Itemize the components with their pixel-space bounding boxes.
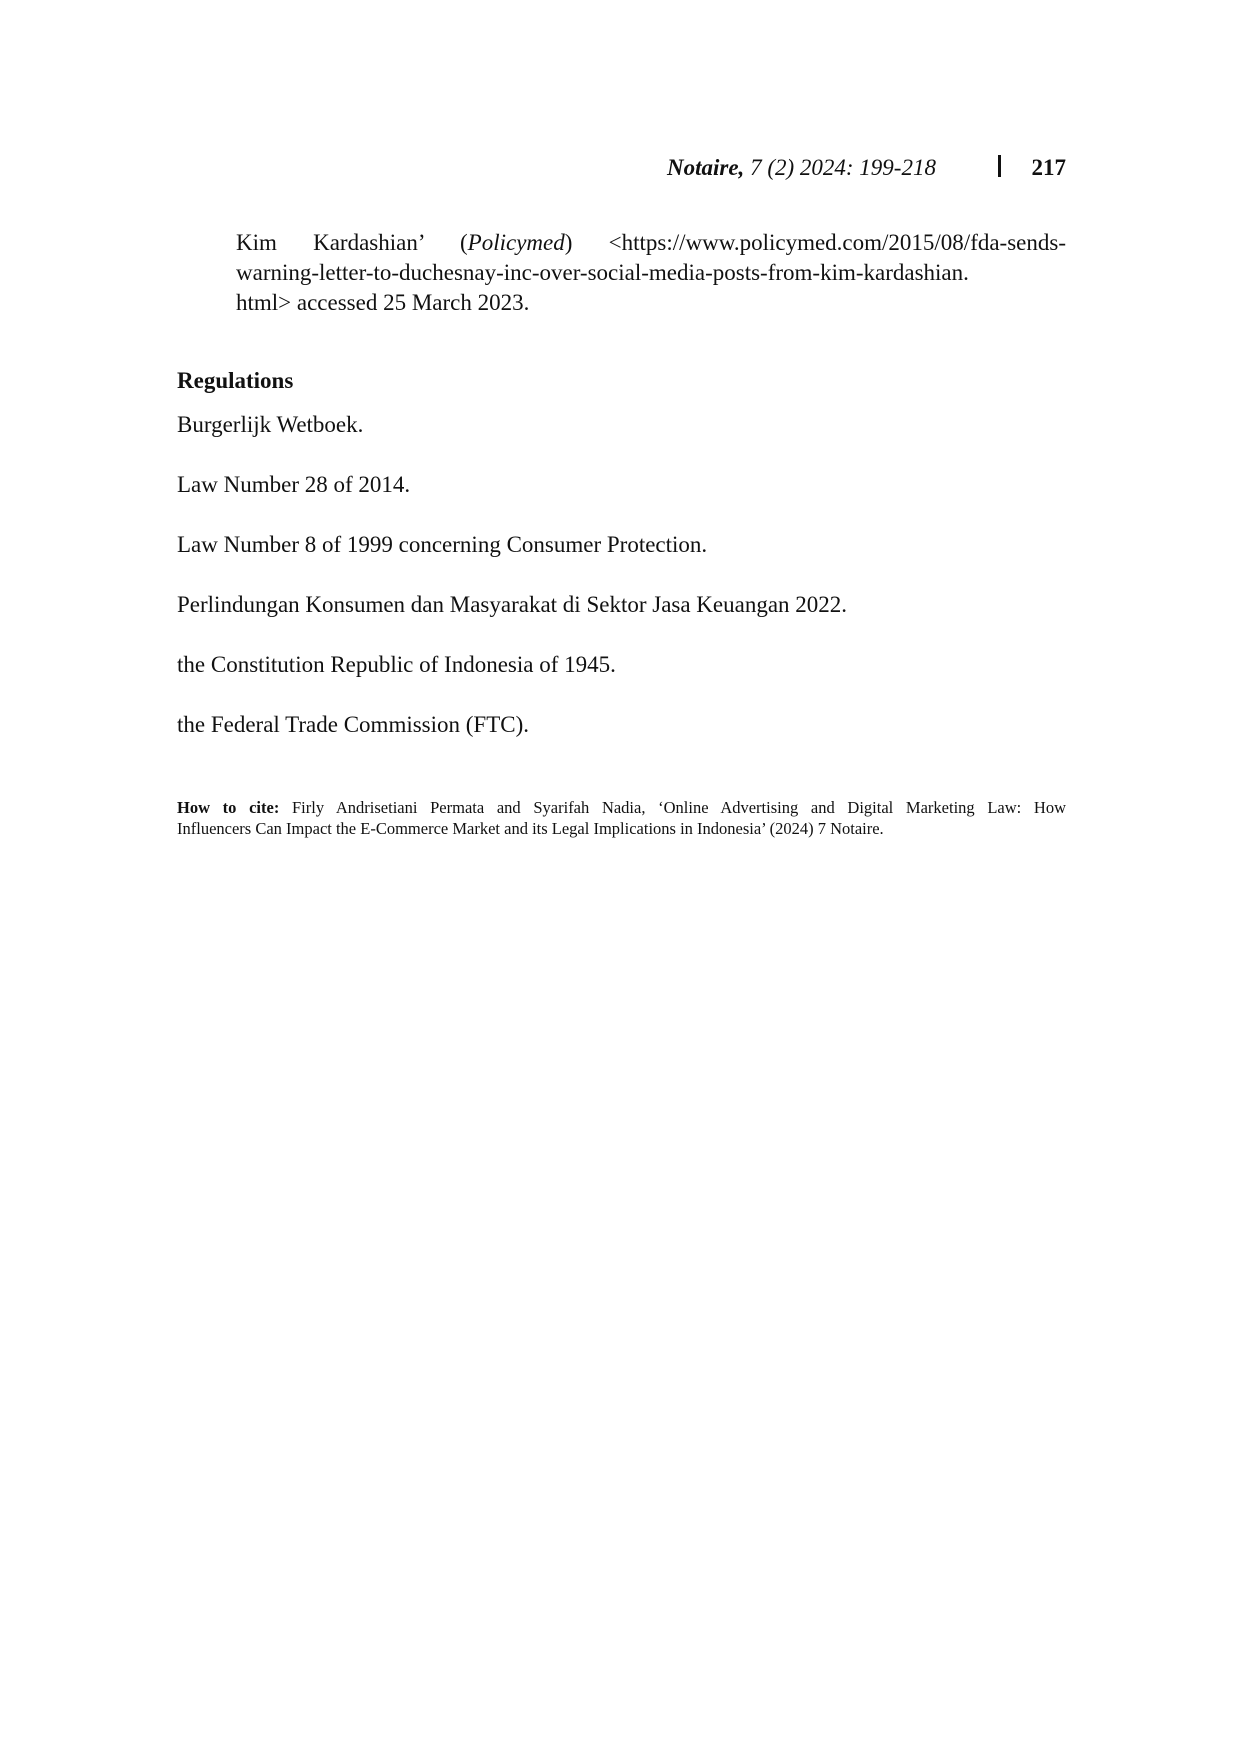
regulation-item: Perlindungan Konsumen dan Masyarakat di Sektor Jasa Keuangan 2022. xyxy=(177,592,848,617)
reference-line xyxy=(236,228,1066,258)
reference-entry-continued xyxy=(236,228,1066,318)
regulations-list xyxy=(177,410,1066,770)
regulation-item: Burgerlijk Wetboek. xyxy=(177,412,364,437)
regulation-item: Law Number 28 of 2014. xyxy=(177,472,411,497)
journal-issue: 7 (2) 2024: 199-218 xyxy=(744,155,936,180)
citation-line: Influencers Can Impact the E-Commerce Market and its Legal Implications in Indonesia’ (2024) 7 Notaire. xyxy=(177,819,884,838)
section-heading-regulations: Regulations xyxy=(177,368,294,393)
how-to-cite xyxy=(177,797,1066,839)
reference-source-title: Policymed xyxy=(467,230,565,255)
journal-citation xyxy=(667,151,936,185)
header-separator xyxy=(998,155,1001,177)
page-number: 217 xyxy=(1031,155,1066,180)
reference-text: Kim Kardashian’ ( xyxy=(236,230,468,255)
citation-label: How to cite: xyxy=(177,798,280,817)
journal-name: Notaire, xyxy=(667,155,745,180)
reference-url-part: ) <https://www.policymed.com/2015/08/fda-sends- xyxy=(564,230,1066,255)
reference-line: warning-letter-to-duchesnay-inc-over-social-media-posts-from-kim-kardashian. xyxy=(236,260,969,285)
citation-line xyxy=(177,797,1066,818)
citation-text: Firly Andrisetiani Permata and Syarifah Nadia, ‘Online Advertising and Digital Marketing Law: How xyxy=(279,798,1066,817)
regulation-item: the Constitution Republic of Indonesia of 1945. xyxy=(177,652,616,677)
reference-line: html> accessed 25 March 2023. xyxy=(236,290,530,315)
running-header xyxy=(640,151,1066,185)
regulation-item: Law Number 8 of 1999 concerning Consumer Protection. xyxy=(177,532,708,557)
regulation-item: the Federal Trade Commission (FTC). xyxy=(177,712,530,737)
